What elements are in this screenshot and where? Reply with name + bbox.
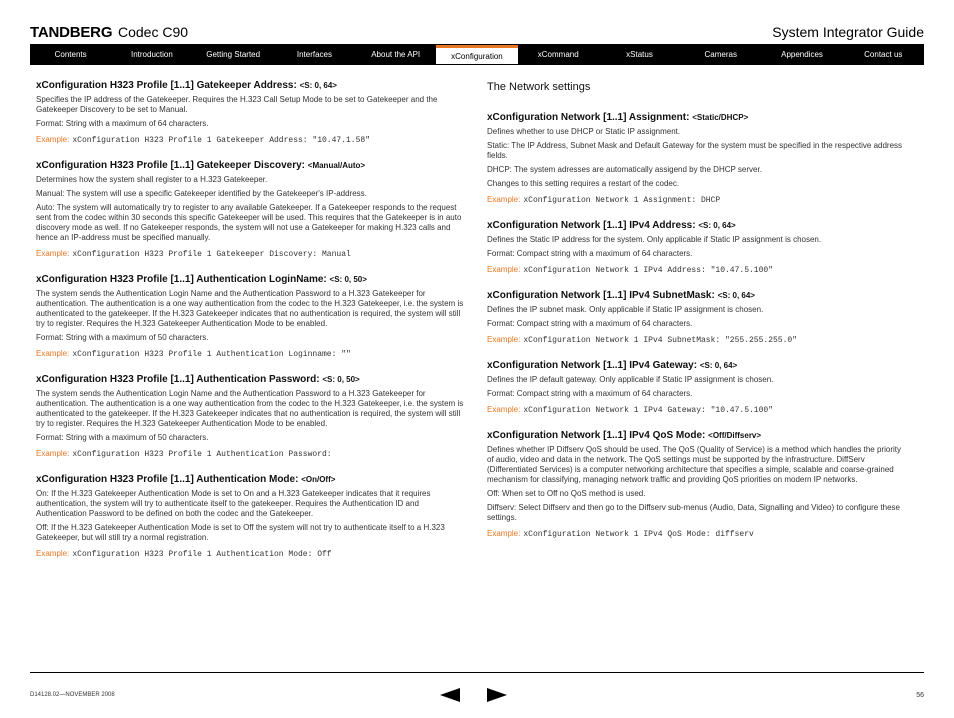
top-nav: [30, 44, 924, 65]
entry-title: [487, 430, 907, 441]
entry-example: [36, 549, 466, 559]
entry-title: [36, 274, 466, 285]
config-entry: [36, 80, 466, 145]
document-id: D14128.02—NOVEMBER 2008: [30, 692, 115, 698]
config-entry: [487, 360, 907, 415]
example-label: Example:: [36, 349, 70, 358]
entry-title: [487, 290, 907, 301]
example-label: Example:: [487, 405, 521, 414]
entry-example: [487, 335, 907, 345]
example-code: xConfiguration H323 Profile 1 Authentication Mode: Off: [72, 550, 332, 559]
entry-value-type: <S: 0, 64>: [717, 291, 755, 300]
entry-description: Auto: The system will automatically try to register to any available Gatekeeper. If a Gatekeeper responds to the request sent from the codec within 30 seconds this specific Gatekeeper will be used. This requires that the Gatekeeper is in auto discovery mode as well. If no Gatekeeper responds, the system will not use a Gatekeeper for making H.323 calls and hence an IP-address must be specified manually.: [36, 203, 462, 242]
entry-example: [487, 529, 907, 539]
entry-value-type: <S: 0, 50>: [329, 275, 367, 284]
guide-title: System Integrator Guide: [772, 24, 924, 40]
entry-value-type: <On/Off>: [301, 475, 336, 484]
nav-tab-xcommand[interactable]: xCommand: [537, 50, 579, 59]
entry-title-text: xConfiguration H323 Profile [1..1] Authentication Password:: [36, 374, 320, 385]
config-entry: [487, 430, 907, 539]
entry-description: Format: String with a maximum of 64 characters.: [36, 119, 209, 128]
page-number: 56: [916, 692, 924, 699]
next-page-arrow-icon[interactable]: [487, 688, 507, 702]
entry-description: Format: String with a maximum of 50 characters.: [36, 333, 209, 342]
entry-example: [487, 265, 907, 275]
nav-tab-xstatus[interactable]: xStatus: [626, 50, 653, 59]
entry-example: [36, 449, 466, 459]
example-code: xConfiguration Network 1 Assignment: DHCP: [523, 196, 721, 205]
entry-value-type: <Manual/Auto>: [307, 161, 366, 170]
entry-example: [36, 349, 466, 359]
entry-title-text: xConfiguration H323 Profile [1..1] Gatekeeper Discovery:: [36, 160, 305, 171]
brand-logo: TANDBERG: [30, 24, 113, 41]
example-code: xConfiguration H323 Profile 1 Gatekeeper Discovery: Manual: [72, 250, 351, 259]
entry-example: [36, 249, 466, 259]
example-code: xConfiguration Network 1 IPv4 Gateway: "10.47.5.100": [523, 406, 773, 415]
entry-description: Defines whether IP Diffserv QoS should be used. The QoS (Quality of Service) is a method which handles the priority of audio, video and data in the network. The QoS settings must be supported by the infrastructure. DiffServ (Differentiated Services) is a computer networking architecture that specifies a simple, scalable and coarse-grained mechanism for classifying, managing network traffic and providing QoS priorities on modern IP networks.: [487, 445, 901, 484]
entry-title: [36, 474, 466, 485]
example-code: xConfiguration H323 Profile 1 Gatekeeper Address: "10.47.1.58": [72, 136, 371, 145]
entry-description: Format: Compact string with a maximum of 64 characters.: [487, 319, 693, 328]
nav-tab-getting-started[interactable]: Getting Started: [206, 50, 261, 59]
entry-example: [487, 195, 907, 205]
right-column: [487, 80, 907, 554]
entry-description: Static: The IP Address, Subnet Mask and Default Gateway for the system must be specified in the respective address fields.: [487, 141, 903, 160]
entry-description: The system sends the Authentication Login Name and the Authentication Password to a H.323 Gatekeeper for authentication. The authentication is a one way authentication from the codec to the H.323 Gatekeeper, i.e. the system is authenticated to the gatekeeper. If the H.323 Gatekeeper indicates that no authentication is required, the system will still try to register. Requires the H.323 Gatekeeper Authentication Mode to be enabled.: [36, 389, 464, 428]
product-name: Codec C90: [118, 24, 189, 40]
example-label: Example:: [487, 335, 521, 344]
entry-title-text: xConfiguration Network [1..1] IPv4 Gateway:: [487, 360, 698, 371]
page-header: [30, 22, 924, 44]
entry-title-text: xConfiguration Network [1..1] IPv4 QoS Mode:: [487, 430, 706, 441]
config-entry: [36, 374, 466, 459]
nav-tab-about-the-api[interactable]: About the API: [371, 50, 421, 59]
entry-example: [487, 405, 907, 415]
entry-title: [36, 160, 466, 171]
config-entry: [487, 220, 907, 275]
config-entry: [487, 112, 907, 205]
config-entry: [36, 160, 466, 259]
entry-value-type: <Static/DHCP>: [692, 113, 749, 122]
nav-tab-contents[interactable]: Contents: [54, 50, 87, 59]
section-title: The Network settings: [487, 81, 591, 93]
example-label: Example:: [36, 549, 70, 558]
entry-description: On: If the H.323 Gatekeeper Authentication Mode is set to On and a H.323 Gatekeeper indicates that it requires authentication, the system will try to authenticate itself to the gatekeeper. Requires the Authentication ID and Authentication Password to be defined on both the codec and the Gatekeeper.: [36, 489, 431, 518]
example-code: xConfiguration Network 1 IPv4 SubnetMask: "255.255.255.0": [523, 336, 798, 345]
entry-value-type: <S: 0, 50>: [322, 375, 360, 384]
example-code: xConfiguration H323 Profile 1 Authentication Loginname: "": [72, 350, 351, 359]
entry-title-text: xConfiguration H323 Profile [1..1] Authentication LoginName:: [36, 274, 327, 285]
entry-value-type: <Off/Diffserv>: [708, 431, 762, 440]
entry-value-type: <S: 0, 64>: [699, 361, 738, 370]
entry-title-text: xConfiguration H323 Profile [1..1] Gatekeeper Address:: [36, 80, 297, 91]
example-label: Example:: [36, 449, 70, 458]
footer-divider: [30, 672, 924, 673]
nav-tab-cameras[interactable]: Cameras: [704, 50, 737, 59]
entry-description: Specifies the IP address of the Gatekeeper. Requires the H.323 Call Setup Mode to be set to Gatekeeper and the Gatekeeper Discovery to be set to Manual.: [36, 95, 438, 114]
example-label: Example:: [487, 265, 521, 274]
entry-description: Defines whether to use DHCP or Static IP assignment.: [487, 127, 681, 136]
entry-value-type: <S: 0, 64>: [698, 221, 736, 230]
entry-description: Diffserv: Select Diffserv and then go to the Diffserv sub-menus (Audio, Data, Signalling and Video) to configure these settings.: [487, 503, 900, 522]
entry-description: Defines the Static IP address for the system. Only applicable if Static IP assignment is chosen.: [487, 235, 822, 244]
entry-description: DHCP: The system adresses are automatically assigend by the DHCP server.: [487, 165, 762, 174]
entry-description: The system sends the Authentication Login Name and the Authentication Password to a H.323 Gatekeeper for authentication. The authentication is a one way authentication from the codec to the H.323 Gatekeeper, i.e. the system is authenticated to the gatekeeper. If the H.323 Gatekeeper indicates that no authentication is required, the system will still try to register. Requires the H.323 Gatekeeper Authentication Mode to be enabled.: [36, 289, 464, 328]
entry-title: [487, 112, 907, 123]
entry-description: Defines the IP subnet mask. Only applicable if Static IP assignment is chosen.: [487, 305, 764, 314]
config-entry: [36, 274, 466, 359]
example-code: xConfiguration Network 1 IPv4 QoS Mode: diffserv: [523, 530, 754, 539]
example-code: xConfiguration Network 1 IPv4 Address: "10.47.5.100": [523, 266, 773, 275]
entry-description: Manual: The system will use a specific Gatekeeper identified by the Gatekeeper's IP-address.: [36, 189, 367, 198]
entry-description: Format: Compact string with a maximum of 64 characters.: [487, 249, 693, 258]
nav-tab-xconfiguration[interactable]: xConfiguration: [436, 45, 517, 64]
entry-description: Changes to this setting requires a restart of the codec.: [487, 179, 680, 188]
config-entry: [487, 290, 907, 345]
previous-page-arrow-icon[interactable]: [440, 688, 460, 702]
entry-title: [487, 360, 907, 371]
entry-title-text: xConfiguration Network [1..1] IPv4 Address:: [487, 220, 696, 231]
entry-title: [487, 220, 907, 231]
nav-tab-introduction[interactable]: Introduction: [130, 50, 173, 59]
nav-tab-interfaces[interactable]: Interfaces: [296, 50, 332, 59]
entry-value-type: <S: 0, 64>: [299, 81, 337, 90]
entry-description: Off: When set to Off no QoS method is used.: [487, 489, 646, 498]
right-entries: [487, 112, 907, 539]
config-entry: [36, 474, 466, 559]
entry-title: [36, 80, 466, 91]
example-label: Example:: [36, 135, 70, 144]
entry-title-text: xConfiguration H323 Profile [1..1] Authentication Mode:: [36, 474, 299, 485]
example-label: Example:: [36, 249, 70, 258]
entry-description: Off: If the H.323 Gatekeeper Authentication Mode is set to Off the system will not try to authenticate itself to a H.323 Gatekeeper, but will still try a normal registration.: [36, 523, 445, 542]
left-column: [36, 80, 466, 574]
entry-description: Determines how the system shall register to a H.323 Gatekeeper.: [36, 175, 268, 184]
entry-title-text: xConfiguration Network [1..1] Assignment:: [487, 112, 690, 123]
entry-description: Defines the IP default gateway. Only applicable if Static IP assignment is chosen.: [487, 375, 774, 384]
entry-title-text: xConfiguration Network [1..1] IPv4 SubnetMask:: [487, 290, 715, 301]
entry-description: Format: Compact string with a maximum of 64 characters.: [487, 389, 693, 398]
nav-tab-contact-us[interactable]: Contact us: [864, 50, 903, 59]
entry-title: [36, 374, 466, 385]
entry-example: [36, 135, 466, 145]
entry-description: Format: String with a maximum of 50 characters.: [36, 433, 209, 442]
example-code: xConfiguration H323 Profile 1 Authentication Password:: [72, 450, 332, 459]
nav-tab-appendices[interactable]: Appendices: [781, 50, 823, 59]
example-label: Example:: [487, 529, 521, 538]
example-label: Example:: [487, 195, 521, 204]
